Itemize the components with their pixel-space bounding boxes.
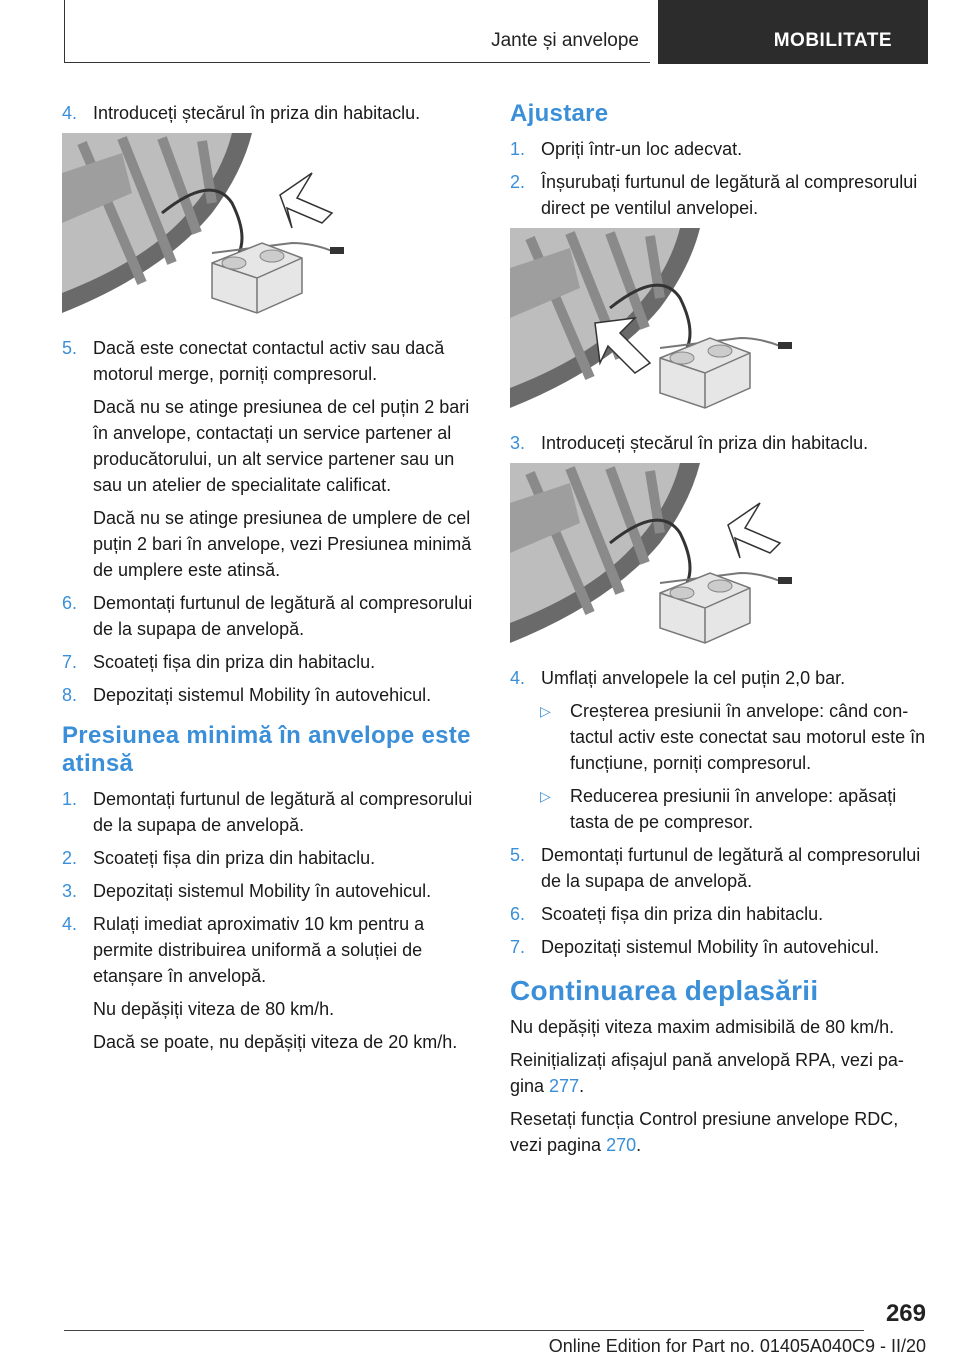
- paragraph: Nu depășiți viteza de 80 km/h.: [93, 999, 335, 1019]
- section-heading: Continuarea deplasării: [510, 975, 819, 1006]
- paragraph: [510, 1106, 930, 1158]
- step-text: Înșurubați furtunul de legătură al compresorului direct pe ventilul anvelopei.: [541, 172, 918, 218]
- step-text: Dacă este conectat contactul activ sau dacă motorul merge, porniți compresorul.: [93, 338, 445, 384]
- step-number: 1.: [62, 789, 78, 809]
- step-text: Demontați furtunul de legătură al compresorului de la supapa de anvelopă.: [541, 845, 921, 891]
- list-item: [62, 878, 482, 904]
- step-number: 2.: [62, 848, 78, 868]
- step-number: 4.: [62, 914, 78, 934]
- page-link-277[interactable]: 277: [549, 1076, 580, 1096]
- list-item: [62, 100, 482, 126]
- page-link-270[interactable]: 270: [606, 1135, 637, 1155]
- step-number: 2.: [510, 172, 526, 192]
- step-text: Umflați anvelopele la cel puțin 2,0 bar.: [541, 668, 846, 688]
- right-column: [510, 100, 930, 1165]
- step-text: Scoateți fișa din priza din habitaclu.: [541, 904, 824, 924]
- list-item: [510, 842, 930, 894]
- step-number: 6.: [510, 904, 526, 924]
- step-number: 5.: [510, 845, 526, 865]
- step-number: 8.: [62, 685, 78, 705]
- hose-valve-illustration: [510, 228, 800, 418]
- header-chapter-tab: [658, 0, 928, 64]
- bullet-text: Reducerea presiunii în anvelope: apăsați tasta de pe compresor.: [570, 786, 897, 832]
- compressor-plugged-illustration: [62, 133, 352, 323]
- bullet-item: [510, 698, 930, 776]
- list-item: [510, 136, 930, 162]
- list-item: [62, 845, 482, 871]
- step-number: 3.: [62, 881, 78, 901]
- step-text: Demontați furtunul de legătură al compresorului de la supapa de anvelopă.: [93, 593, 473, 639]
- step-number: 5.: [62, 338, 78, 358]
- step-text: Scoateți fișa din priza din habitaclu.: [93, 652, 376, 672]
- list-item: [510, 430, 930, 456]
- step-number: 1.: [510, 139, 526, 159]
- step-number: 7.: [62, 652, 78, 672]
- section-heading: Ajustare: [510, 100, 609, 127]
- list-item: [62, 335, 482, 387]
- bullet-text: Creșterea presiunii în anvelope: când contactul activ este conectat sau motorul este în funcțiune, porniți compresorul.: [570, 701, 926, 773]
- step-text: Depozitați sistemul Mobility în autovehicul.: [93, 881, 432, 901]
- step-text: Scoateți fișa din priza din habitaclu.: [93, 848, 376, 868]
- paragraph-text: .: [636, 1135, 642, 1155]
- step-number: 4.: [62, 103, 78, 123]
- paragraph-text: Resetați funcția Control presiune anvelope RDC, vezi pagina: [510, 1109, 899, 1155]
- step-text: Opriți într-un loc adecvat.: [541, 139, 743, 159]
- step-text: Introduceți ștecărul în priza din habitaclu.: [93, 103, 421, 123]
- paragraph: Dacă nu se atinge presiunea de umplere de cel puțin 2 bari în anvelope, vezi Presiunea minimă de umplere este atinsă.: [93, 508, 472, 580]
- step-text: Demontați furtunul de legătură al compresorului de la supapa de anvelopă.: [93, 789, 473, 835]
- bullet-triangle-icon: ▷: [540, 788, 551, 804]
- list-item: [62, 590, 482, 642]
- compressor-plugged-illustration: [510, 463, 800, 653]
- step-number: 3.: [510, 433, 526, 453]
- paragraph: Nu depășiți viteza maxim admisibilă de 80 km/h.: [510, 1017, 895, 1037]
- header-chapter-title: MOBILITATE: [773, 30, 892, 51]
- list-item: [510, 169, 930, 221]
- list-item: [62, 682, 482, 708]
- list-item: [62, 786, 482, 838]
- paragraph-text: .: [579, 1076, 585, 1096]
- paragraph: [510, 1047, 930, 1099]
- section-heading: Presiunea minimă în anvelope este atinsă: [62, 722, 471, 777]
- step-text: Rulați imediat aproximativ 10 km pentru a permite distribuirea uniformă a soluției de etanșare în anvelopă.: [93, 914, 425, 986]
- step-text: Depozitați sistemul Mobility în autovehicul.: [541, 937, 880, 957]
- list-item: [510, 901, 930, 927]
- header-section-title: Jante și anvelope: [491, 30, 639, 51]
- paragraph: Dacă nu se atinge presiunea de cel puțin 2 bari în anvelope, contactați un service partener al producătorului, un alt service partener sau un sau un atelier de specialitate calificat.: [93, 397, 470, 495]
- step-number: 4.: [510, 668, 526, 688]
- step-number: 7.: [510, 937, 526, 957]
- bullet-triangle-icon: ▷: [540, 703, 551, 719]
- step-number: 6.: [62, 593, 78, 613]
- paragraph: Dacă se poate, nu depășiți viteza de 20 km/h.: [93, 1032, 458, 1052]
- step-text: Depozitați sistemul Mobility în autovehicul.: [93, 685, 432, 705]
- list-item: [62, 911, 482, 989]
- list-item: [510, 665, 930, 691]
- list-item: [510, 934, 930, 960]
- footer-edition: Online Edition for Part no. 01405A040C9 - II/20: [548, 1336, 926, 1356]
- bullet-item: [510, 783, 930, 835]
- step-text: Introduceți ștecărul în priza din habitaclu.: [541, 433, 869, 453]
- paragraph-text: Reinițializați afișajul pană anvelopă RPA, vezi pagina: [510, 1050, 904, 1096]
- page-header: [64, 0, 928, 64]
- page-number: 269: [885, 1300, 926, 1327]
- list-item: [62, 649, 482, 675]
- footer-divider: [64, 1330, 864, 1331]
- left-column: [62, 100, 482, 1062]
